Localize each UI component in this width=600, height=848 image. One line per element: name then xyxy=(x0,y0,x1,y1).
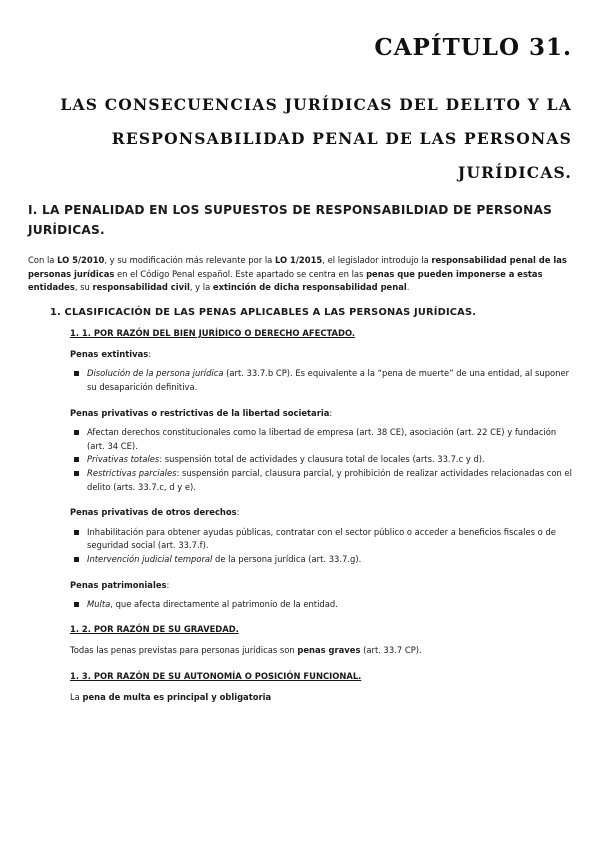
penas-list-block xyxy=(70,348,572,612)
bullet-icon xyxy=(74,471,79,476)
bullet-icon xyxy=(74,457,79,462)
label-patrimoniales: Penas patrimoniales: xyxy=(70,579,170,590)
label-privativas: Penas privativas o restrictivas de la libertad societaria: xyxy=(70,407,333,418)
label-otros-derechos: Penas privativas de otros derechos: xyxy=(70,507,240,518)
list-item: Restrictivas parciales: suspensión parcial, clausura parcial, y prohibición de realizar actividades relacionadas con el delito (arts. 33.7.c, d y e). xyxy=(70,467,572,494)
bullet-icon xyxy=(74,530,79,535)
list-item: Inhabilitación para obtener ayudas públicas, contratar con el sector público o acceder a beneficios fiscales o de seguridad social (art. 33.7.f). xyxy=(70,526,572,553)
intro-paragraph: Con la LO 5/2010, y su modificación más relevante por la LO 1/2015, el legislador introdujo la responsabilidad penal de las personas jurídicas en el Código Penal español. Este apartado se centra en las penas que pueden imponerse a estas entidades, su responsabilidad civil, y la extinción de dicha responsabilidad penal. xyxy=(28,255,567,293)
gravedad-paragraph: Todas las penas previstas para personas jurídicas son penas graves (art. 33.7 CP). xyxy=(70,644,422,655)
list-item: Disolución de la persona jurídica (art. 33.7.b CP). Es equivalente a la “pena de muerte” de una entidad, al suponer su desaparición definitiva. xyxy=(70,367,572,394)
autonomia-paragraph: La pena de multa es principal y obligatoria xyxy=(70,692,272,703)
heading-autonomia: 1. 3. POR RAZÓN DE SU AUTONOMÍA O POSICIÓN FUNCIONAL. xyxy=(70,671,362,682)
chapter-subtitle: LAS CONSECUENCIAS JURÍDICAS DEL DELITO Y LA RESPONSABILIDAD PENAL DE LAS PERSONAS JURÍDICAS. xyxy=(60,95,572,182)
list-item: Intervención judicial temporal de la persona jurídica (art. 33.7.g). xyxy=(70,553,572,567)
list-extintivas xyxy=(70,367,572,394)
heading-bien-juridico: 1. 1. POR RAZÓN DEL BIEN JURÍDICO O DERECHO AFECTADO. xyxy=(70,327,356,338)
list-privativas xyxy=(70,426,572,494)
list-item: Privativas totales: suspensión total de actividades y clausura total de locales (arts. 33.7.c y d). xyxy=(70,453,572,467)
bullet-icon xyxy=(74,371,79,376)
heading-gravedad: 1. 2. POR RAZÓN DE SU GRAVEDAD. xyxy=(70,623,239,634)
bullet-icon xyxy=(74,430,79,435)
subsection-title: 1. CLASIFICACIÓN DE LAS PENAS APLICABLES A LAS PERSONAS JURÍDICAS. xyxy=(50,306,477,318)
list-item: Afectan derechos constitucionales como la libertad de empresa (art. 38 CE), asociación (art. 22 CE) y fundación (art. 34 CE). xyxy=(70,426,572,453)
chapter-title: CAPÍTULO 31. xyxy=(374,34,572,61)
document-body xyxy=(28,200,572,705)
list-item: Multa, que afecta directamente al patrimonio de la entidad. xyxy=(70,598,572,612)
section-title: I. LA PENALIDAD EN LOS SUPUESTOS DE RESPONSABILDIAD DE PERSONAS JURÍDICAS. xyxy=(28,203,553,237)
list-patrimoniales xyxy=(70,598,572,612)
list-otros-derechos xyxy=(70,526,572,567)
bullet-icon xyxy=(74,602,79,607)
label-extintivas: Penas extintivas: xyxy=(70,348,152,359)
bullet-icon xyxy=(74,557,79,562)
